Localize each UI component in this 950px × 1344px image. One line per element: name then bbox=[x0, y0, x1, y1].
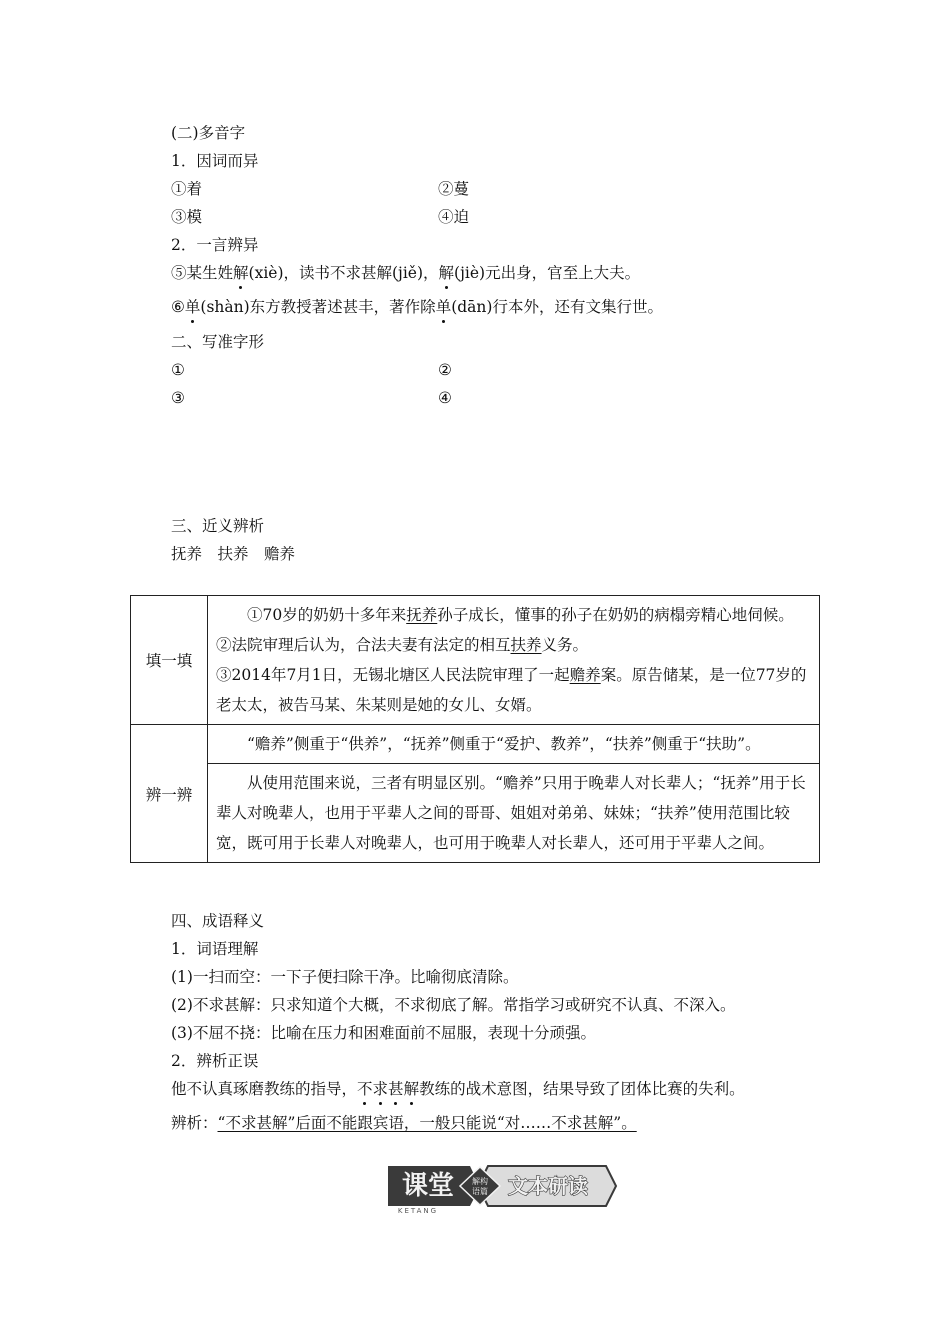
distinguish-label: 辨一辨 bbox=[131, 725, 208, 863]
example-sentence-5 bbox=[171, 263, 640, 283]
distinguish-para-1: “赡养”侧重于“供养”，“抚养”侧重于“爱护、教养”，“扶养”侧重于“扶助”。 bbox=[247, 735, 761, 753]
synonym-words: 抚养 扶养 赡养 bbox=[171, 545, 296, 563]
text-segment: 义务。 bbox=[541, 636, 589, 654]
text-segment: ⑥ bbox=[171, 298, 185, 316]
dotted-char: 解 bbox=[233, 264, 249, 282]
test-sentence bbox=[171, 1079, 745, 1099]
underlined-word: 抚养 bbox=[406, 606, 438, 624]
idiom-1: (1)一扫而空：一下子便扫除干净。比喻彻底清除。 bbox=[171, 968, 519, 986]
distinguish-content bbox=[208, 725, 820, 863]
synonym-table bbox=[130, 595, 820, 863]
text-segment: (shàn)东方教授著述甚丰，著作除 bbox=[200, 298, 436, 316]
fill-item-3 bbox=[216, 660, 813, 720]
example-sentence-6 bbox=[171, 297, 663, 317]
text-segment: ①70岁的奶奶十多年来 bbox=[247, 606, 407, 624]
idiom-2: (2)不求甚解：只求知道个大概，不求彻底了解。常指学习或研究不认真、不深入。 bbox=[171, 996, 736, 1014]
underlined-word: 赡养 bbox=[569, 666, 601, 684]
banner-small-text-2: 语篇 bbox=[472, 1187, 488, 1196]
subheading-by-word: 1．因词而异 bbox=[171, 152, 259, 170]
form-item-3: ③ bbox=[171, 389, 185, 407]
text-segment: ②法院审理后认为，合法夫妻有法定的相互 bbox=[216, 636, 511, 654]
poly-item-1: ①着 bbox=[171, 180, 203, 198]
dotted-char: 解 bbox=[403, 1080, 420, 1098]
poly-item-3: ③模 bbox=[171, 208, 203, 226]
subheading-correct: 2．辨析正误 bbox=[171, 1052, 259, 1070]
banner-right-text: 文本研读 bbox=[508, 1174, 588, 1198]
text-segment: 案。原告储某，是一位77岁的老太太，被告马某、朱某则是她的女儿、女婿。 bbox=[216, 666, 807, 714]
dotted-char: 单 bbox=[435, 298, 452, 316]
dotted-char: 单 bbox=[184, 298, 201, 316]
fill-item-1 bbox=[216, 600, 813, 630]
analysis-label: 辨析： bbox=[171, 1114, 218, 1132]
text-segment: ③2014年7月1日，无锡北塘区人民法院审理了一起 bbox=[216, 666, 570, 684]
text-segment: 他不认真琢磨教练的指导， bbox=[171, 1080, 358, 1098]
text-segment: (xiè)，读书不求甚解(jiě)， bbox=[248, 264, 439, 282]
section-title-glyph: 二、写准字形 bbox=[171, 333, 265, 351]
banner-small-text-1: 解构 bbox=[472, 1177, 488, 1186]
dotted-char: 解 bbox=[438, 264, 455, 282]
text-segment: ⑤某生姓 bbox=[171, 264, 234, 282]
analysis-text: “不求甚解”后面不能跟宾语，一般只能说“对……不求甚解”。 bbox=[217, 1114, 637, 1132]
underlined-word: 扶养 bbox=[510, 636, 542, 654]
distinguish-para-2: 从使用范围来说，三者有明显区别。“赡养”只用于晚辈人对长辈人；“抚养”用于长辈人对晚辈人，也用于平辈人之间的哥哥、姐姐对弟弟、妹妹；“扶养”使用范围比较宽，既可用于长辈人对晚辈人，也可用于晚辈人对长辈人，还可用于平辈人之间。 bbox=[208, 763, 819, 858]
dotted-char: 不 bbox=[357, 1080, 373, 1098]
section-title-idioms: 四、成语释义 bbox=[171, 912, 265, 930]
text-segment: (dān)行本外，还有文集行世。 bbox=[451, 298, 663, 316]
dotted-char: 甚 bbox=[388, 1080, 404, 1098]
poly-item-2: ②蔓 bbox=[438, 180, 470, 198]
fill-content bbox=[208, 596, 820, 725]
banner-main-text: 课堂 bbox=[401, 1171, 455, 1201]
poly-item-4: ④迫 bbox=[438, 208, 470, 226]
idiom-3: (3)不屈不挠：比喻在压力和困难面前不屈服，表现十分顽强。 bbox=[171, 1024, 596, 1042]
text-segment: 教练的战术意图，结果导致了团体比赛的失利。 bbox=[419, 1080, 745, 1098]
analysis bbox=[171, 1113, 637, 1133]
form-item-2: ② bbox=[438, 361, 452, 379]
fill-item-2 bbox=[216, 630, 813, 660]
banner-graphic bbox=[388, 1163, 618, 1213]
section-title-polyphone: (二)多音字 bbox=[171, 124, 246, 142]
dotted-char: 求 bbox=[372, 1080, 389, 1098]
text-segment: 孙子成长，懂事的孙子在奶奶的病榻旁精心地伺候。 bbox=[437, 606, 794, 624]
section-banner bbox=[388, 1163, 618, 1213]
fill-label: 填一填 bbox=[131, 596, 208, 725]
text-segment: (jiè)元出身，官至上大夫。 bbox=[454, 264, 641, 282]
banner-pinyin: KETANG bbox=[397, 1207, 439, 1213]
form-item-4: ④ bbox=[438, 389, 452, 407]
subheading-understanding: 1．词语理解 bbox=[171, 940, 259, 958]
subheading-one-sentence: 2．一言辨异 bbox=[171, 236, 259, 254]
section-title-synonyms: 三、近义辨析 bbox=[171, 517, 265, 535]
form-item-1: ① bbox=[171, 361, 185, 379]
